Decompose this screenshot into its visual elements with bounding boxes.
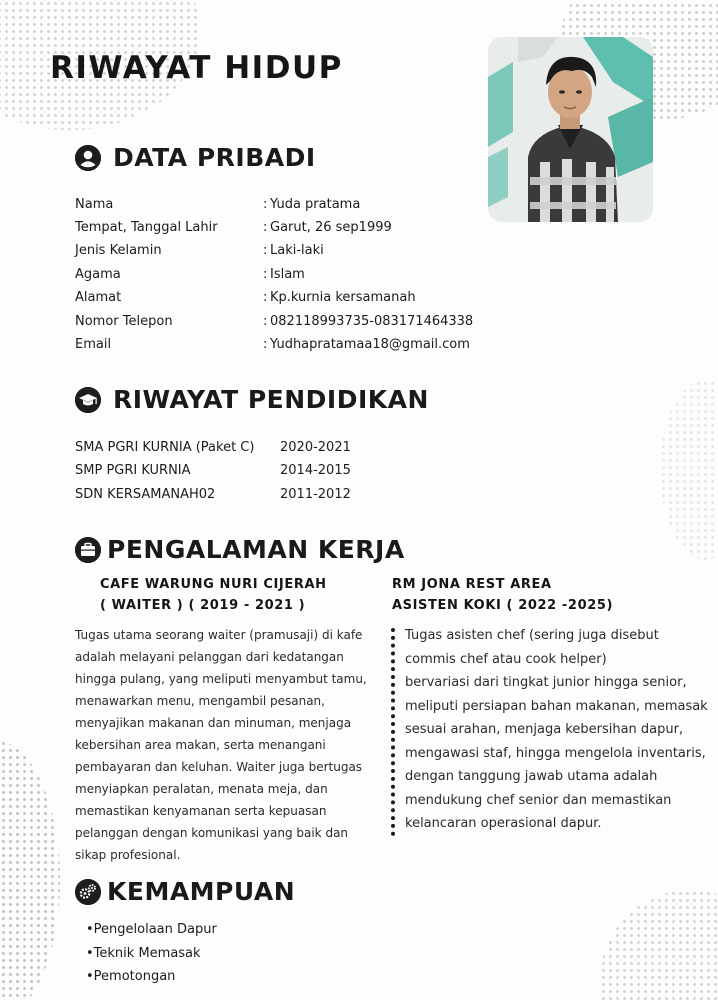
- section-heading-personal: [75, 143, 316, 172]
- field-label: Alamat: [75, 290, 122, 305]
- description-line: memastikan kenyamanan serta kepuasan: [75, 804, 327, 818]
- field-label: Nama: [75, 197, 114, 212]
- school-name: SDN KERSAMANAH02: [75, 487, 216, 502]
- briefcase-icon: [75, 537, 101, 563]
- decorative-dots: [660, 380, 718, 560]
- page-title: RIWAYAT HIDUP: [50, 50, 343, 86]
- description-line: pelanggan dengan komunikasi yang baik dan: [75, 826, 349, 840]
- field-value: Yudhapratamaa18@gmail.com: [270, 337, 470, 352]
- field-value: Yuda pratama: [270, 197, 361, 212]
- decorative-dots: [0, 740, 60, 1000]
- description-line: meliputi persiapan bahan makanan, memasak: [405, 698, 708, 714]
- job-role: ( WAITER ) ( 2019 - 2021 ): [100, 598, 306, 613]
- column-divider: [391, 628, 395, 836]
- list-item: •Teknik Memasak: [86, 945, 201, 961]
- field-label: Email: [75, 337, 112, 352]
- description-line: pembayaran dan keluhan. Waiter juga bertugas: [75, 760, 363, 774]
- profile-photo: [488, 37, 653, 222]
- job-place: RM JONA REST AREA: [392, 577, 552, 592]
- skills-list: [86, 918, 217, 989]
- description-line: commis chef atau cook helper): [405, 651, 607, 667]
- school-years: 2014-2015: [280, 463, 351, 478]
- gears-icon: [75, 879, 101, 905]
- field-label: Agama: [75, 267, 121, 282]
- description-line: menyajikan makanan dan minuman, menjaga: [75, 716, 352, 730]
- field-separator: :: [263, 290, 268, 305]
- description-line: mendukung chef senior dan memastikan: [405, 792, 672, 808]
- job-description: [405, 624, 708, 836]
- section-heading-skills: [75, 877, 295, 906]
- job-role: ASISTEN KOKI ( 2022 -2025): [392, 598, 614, 613]
- section-heading-education: [75, 385, 429, 414]
- field-value: 082118993735-083171464338: [270, 314, 474, 329]
- field-separator: :: [263, 243, 268, 258]
- decorative-dots: [600, 890, 718, 1000]
- list-item: •Pengelolaan Dapur: [86, 922, 217, 937]
- description-line: dengan tanggung jawab utama adalah: [405, 769, 658, 784]
- field-separator: :: [263, 314, 268, 329]
- job-description: [75, 624, 367, 866]
- description-line: Tugas asisten chef (sering juga disebut: [405, 628, 659, 643]
- list-item: •Pemotongan: [86, 969, 176, 984]
- description-line: adalah melayani pelanggan dari kedatangan: [75, 650, 344, 664]
- school-years: 2020-2021: [280, 440, 351, 455]
- description-line: menyiapkan peralatan, menata meja, dan: [75, 782, 328, 796]
- description-line: menawarkan menu, mengambil pesanan,: [75, 694, 325, 708]
- description-line: sesuai arahan, menjaga kebersihan dapur,: [405, 722, 684, 737]
- section-heading-label: PENGALAMAN KERJA: [107, 535, 405, 564]
- section-heading-label: DATA PRIBADI: [113, 143, 316, 172]
- description-line: kebersihan area makan, serta menangani: [75, 738, 326, 752]
- field-label: Jenis Kelamin: [75, 243, 162, 258]
- school-name: SMP PGRI KURNIA: [75, 463, 191, 478]
- section-heading-label: KEMAMPUAN: [107, 877, 296, 906]
- graduation-cap-icon: [75, 387, 101, 413]
- section-heading-experience: [75, 535, 405, 564]
- description-line: kelancaran operasional dapur.: [405, 816, 602, 831]
- description-line: sikap profesional.: [75, 848, 181, 862]
- school-name: SMA PGRI KURNIA (Paket C): [75, 440, 255, 455]
- field-separator: :: [263, 337, 268, 352]
- job-place: CAFE WARUNG NURI CIJERAH: [100, 577, 327, 592]
- profile-photo-illustration: [488, 37, 653, 222]
- field-label: Nomor Telepon: [75, 314, 173, 329]
- description-line: mengawasi staf, hingga mengelola inventaris,: [405, 745, 706, 761]
- section-heading-label: RIWAYAT PENDIDIKAN: [113, 385, 429, 414]
- field-value: Islam: [270, 267, 305, 282]
- description-line: Tugas utama seorang waiter (pramusaji) di kafe: [75, 628, 363, 642]
- school-years: 2011-2012: [280, 487, 351, 502]
- field-value: Garut, 26 sep1999: [270, 220, 392, 235]
- field-label: Tempat, Tanggal Lahir: [75, 220, 218, 235]
- field-separator: :: [263, 267, 268, 282]
- description-line: hingga pulang, yang meliputi menyambut tamu,: [75, 672, 367, 686]
- user-icon: [75, 145, 101, 171]
- description-line: bervariasi dari tingkat junior hingga senior,: [405, 675, 687, 690]
- field-separator: :: [263, 220, 268, 235]
- field-separator: :: [263, 197, 268, 212]
- field-value: Kp.kurnia kersamanah: [270, 290, 416, 305]
- field-value: Laki-laki: [270, 243, 324, 258]
